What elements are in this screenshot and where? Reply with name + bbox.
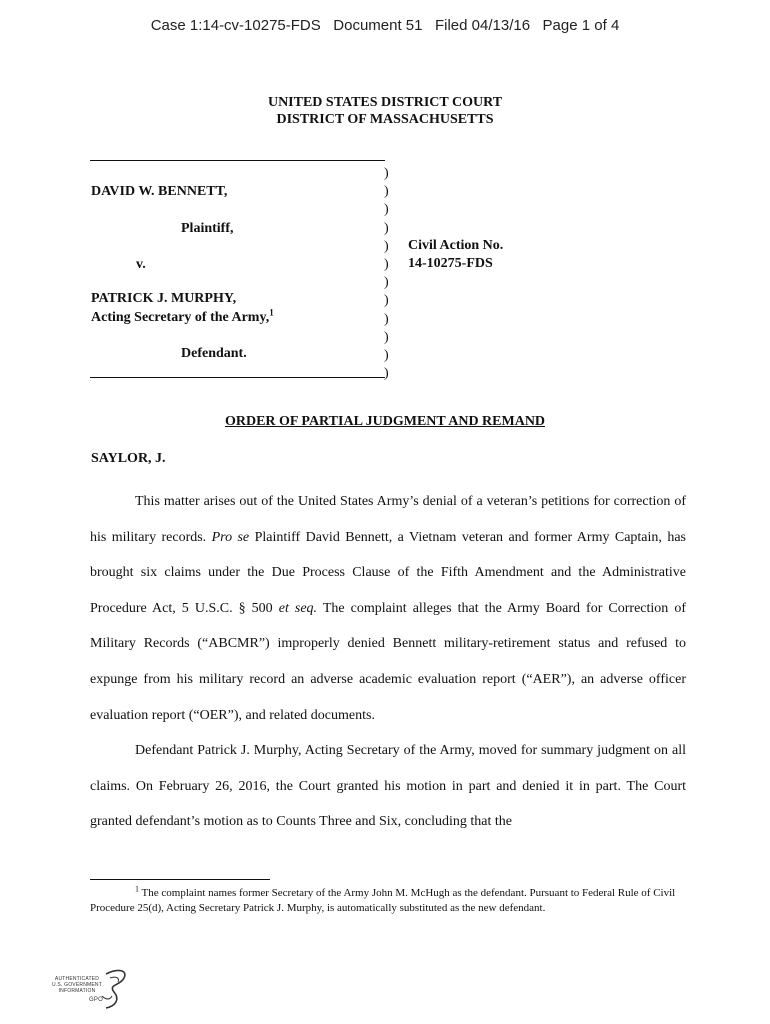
plaintiff-name: DAVID W. BENNETT, [91, 184, 228, 199]
caption-paren: ) [384, 293, 389, 309]
caption-paren: ) [384, 366, 389, 382]
caption-paren: ) [384, 311, 389, 327]
footnote-reference: 1 [269, 307, 274, 318]
court-district-line: DISTRICT OF MASSACHUSETTS [276, 112, 494, 127]
gpo-authentication-logo [44, 966, 134, 1012]
footnote-marker: 1 [135, 884, 139, 894]
footnote-1 [90, 886, 688, 916]
civil-action-label: Civil Action No. [408, 238, 504, 253]
plaintiff-role: Plaintiff, [181, 221, 234, 236]
paragraph-2: Defendant Patrick J. Murphy, Acting Secretary of the Army, moved for summary judgment on all claims. On February 26, 2016, the Court granted his motion in part and denied it in part. The Court granted defendant’s motion as to Counts Three and Six, concluding that the [90, 743, 686, 830]
order-title: ORDER OF PARTIAL JUDGMENT AND REMAND [224, 414, 546, 429]
caption-paren: ) [384, 184, 389, 200]
defendant-title [91, 309, 274, 327]
order-body [90, 484, 686, 840]
caption-paren: ) [384, 275, 389, 291]
caption-paren: ) [384, 202, 389, 218]
eagle-icon [44, 966, 134, 1012]
civil-action-number: 14-10275-FDS [408, 256, 493, 271]
caption-paren: ) [384, 220, 389, 236]
gpo-line-4: GPO [89, 997, 103, 1003]
gpo-line-1: AUTHENTICATED [54, 976, 100, 982]
judge-name: SAYLOR, J. [91, 451, 166, 466]
p1-pro-se: Pro se [211, 529, 250, 545]
caption-bottom-rule [90, 377, 385, 378]
p1-et-seq: et seq. [278, 600, 318, 616]
footnote-separator [90, 879, 270, 880]
caption-top-rule [90, 160, 385, 161]
defendant-name: PATRICK J. MURPHY, [91, 291, 237, 306]
gpo-line-3: INFORMATION [58, 988, 96, 994]
caption-paren: ) [384, 238, 389, 254]
p1-text-a: This matter arises out of the United States Army’s denial of a veteran’s petitions for correction of his military records. [90, 494, 686, 545]
defendant-role: Defendant. [181, 346, 247, 361]
caption-paren: ) [384, 348, 389, 364]
case-header: Case 1:14-cv-10275-FDS Document 51 Filed 04/13/16 Page 1 of 4 [150, 17, 620, 34]
caption-paren: ) [384, 257, 389, 273]
gpo-line-2: U.S. GOVERNMENT [52, 982, 102, 988]
caption-paren: ) [384, 166, 389, 181]
court-name-line1: UNITED STATES DISTRICT COURT [267, 95, 503, 110]
p1-text-e: The complaint alleges that the Army Board for Correction of Military Records (“ABCMR”) improperly denied Bennett military-retirement status and refused to expunge from his military record an adverse academic evaluation report (“AER”), an adverse officer evaluation report (“OER”), and related documents. [90, 600, 686, 723]
versus-label: v. [136, 257, 146, 272]
caption-paren: ) [384, 329, 389, 345]
paragraph-1 [90, 484, 686, 733]
caption-paren-column [384, 165, 389, 383]
footnote-text: The complaint names former Secretary of the Army John M. McHugh as the defendant. Pursuant to Federal Rule of Civil Procedure 25(d), Acting Secretary Patrick J. Murphy, is automatically substituted as the new defendant. [90, 887, 676, 914]
court-name [0, 94, 770, 128]
p1-text-c: Plaintiff David Bennett, a Vietnam veteran and former Army Captain, has brought six claims under the Due Process Clause of the Fifth Amendment and the Administrative Procedure Act, 5 U.S.C. § 500 [90, 529, 686, 616]
defendant-title-text: Acting Secretary of the Army, [91, 310, 270, 325]
